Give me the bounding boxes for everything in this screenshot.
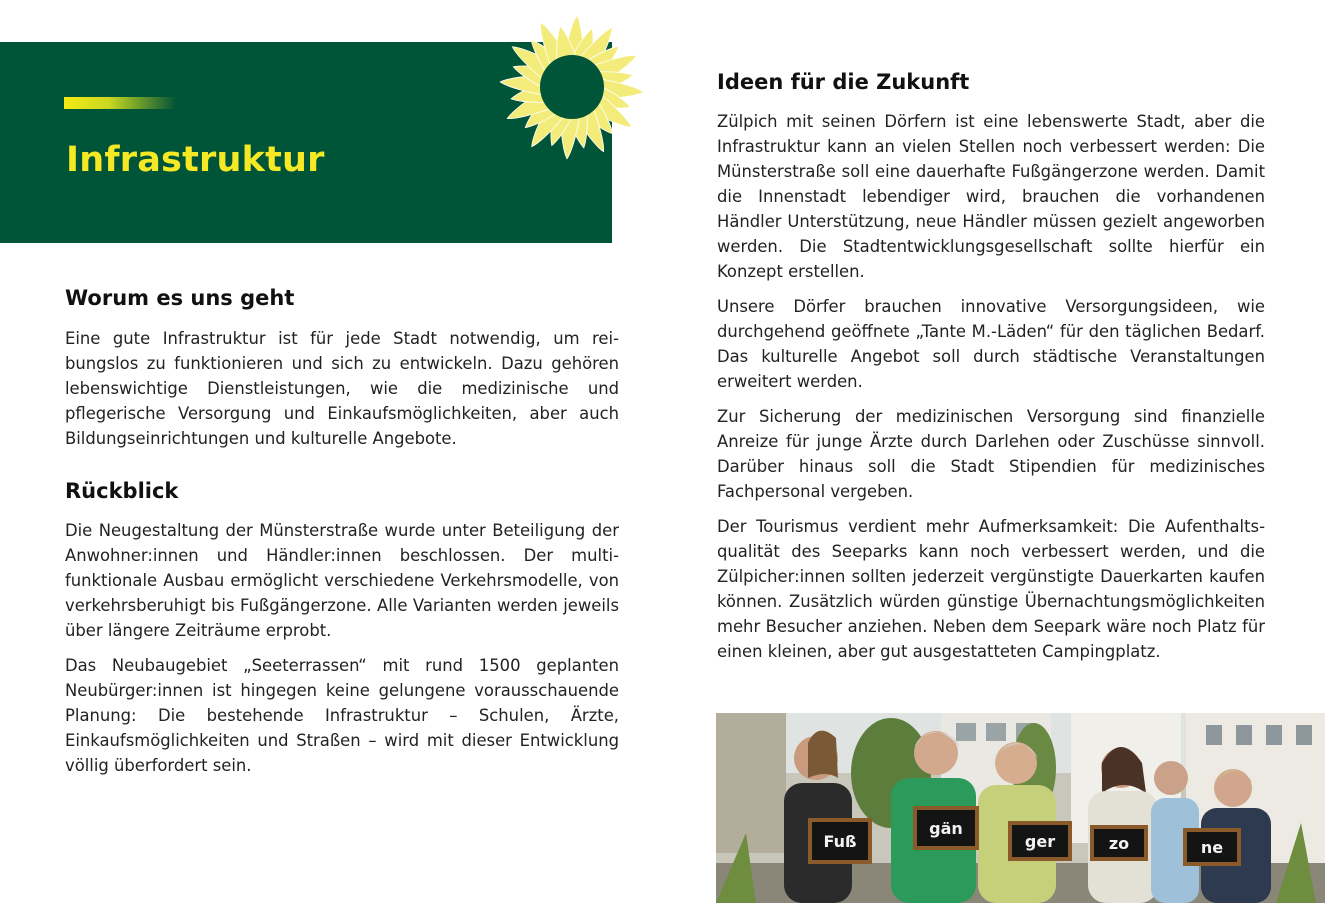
group-photo <box>716 713 1325 903</box>
paragraph-ideen-4: Der Tourismus verdient mehr Aufmerksamkeit: Die Aufenthaltsqualität des Seeparks kann noch verbessert werden, und die Zülpicher:innen sollten jederzeit vergünstigte Dauerkarten kaufen können. Zusätzlich würden günstige Übernachtungsmöglichkeiten mehr Besucher anziehen. Neben dem Seepark wäre noch Platz für einen kleinen, aber gut ausgestatteten Campingplatz. <box>717 517 1265 661</box>
paragraph-rueckblick-1: Die Neugestaltung der Münsterstraße wurde unter Beteiligung der Anwohner:innen und Händler:innen beschlossen. Der multifunktionale Ausbau ermöglicht verschiedene Verkehrsmodelle, von verkehrsberuhigt bis Fußgängerzone. Alle Varianten werden jeweils über längere Zeiträume erprobt. <box>65 521 619 640</box>
paragraph-ideen-1: Zülpich mit seinen Dörfern ist eine lebenswerte Stadt, aber die Infrastruktur kann an vielen Stellen noch verbessert werden: Die Münsterstraße soll eine dauerhafte Fußgängerzone werden. Damit die Innenstadt lebendiger wird, brauchen die vorhandenen Händler Unterstützung, neue Händler müssen gezielt angeworben werden. Die Stadtentwicklungsgesellschaft sollte hierfür ein Konzept erstellen. <box>717 112 1265 281</box>
heading-ideen: Ideen für die Zukunft <box>717 70 970 94</box>
heading-rueckblick: Rückblick <box>65 479 179 503</box>
page-title: Infrastruktur <box>66 140 325 180</box>
chalkboard-sign-text: ne <box>1200 838 1224 857</box>
chalkboard-sign-text: zo <box>1108 834 1130 853</box>
heading-worum: Worum es uns geht <box>65 286 295 310</box>
sunflower-logo <box>497 12 647 162</box>
paragraph-worum: Eine gute Infrastruktur ist für jede Stadt notwendig, um reibungslos zu funktionieren und sich zu entwickeln. Dazu gehören lebenswichtige Dienstleistungen, wie die medizinische und pflegerische Versorgung und Einkaufsmöglichkeiten, aber auch Bildungseinrichtungen und kulturelle Angebote. <box>65 329 619 448</box>
accent-bar <box>64 97 176 109</box>
chalkboard-sign-text: gän <box>929 819 963 838</box>
paragraph-ideen-3: Zur Sicherung der medizinischen Versorgung sind finanzielle Anreize für junge Ärzte durch Darlehen oder Zuschüsse sinnvoll. Darüber hinaus soll die Stadt Stipendien für medizinisches Fachpersonal vergeben. <box>717 407 1265 501</box>
chalkboard-sign-text: ger <box>1024 832 1056 851</box>
chalkboard-sign-text: Fuß <box>823 832 857 851</box>
paragraph-ideen-2: Unsere Dörfer brauchen innovative Versorgungsideen, wie durchgehend geöffnete „Tante M.-Läden“ für den täglichen Bedarf. Das kulturelle Angebot soll durch städtische Veranstaltungen erweitert werden. <box>717 297 1265 391</box>
paragraph-rueckblick-2: Das Neubaugebiet „Seeterrassen“ mit rund 1500 geplanten Neubürger:innen ist hingegen keine gelungene vorausschauende Planung: Die bestehende Infrastruktur – Schulen, Ärzte, Einkaufsmöglichkeiten und Straßen – wird mit dieser Entwicklung völlig überfordert sein. <box>65 656 619 775</box>
group-photo-illustration <box>716 713 1325 903</box>
